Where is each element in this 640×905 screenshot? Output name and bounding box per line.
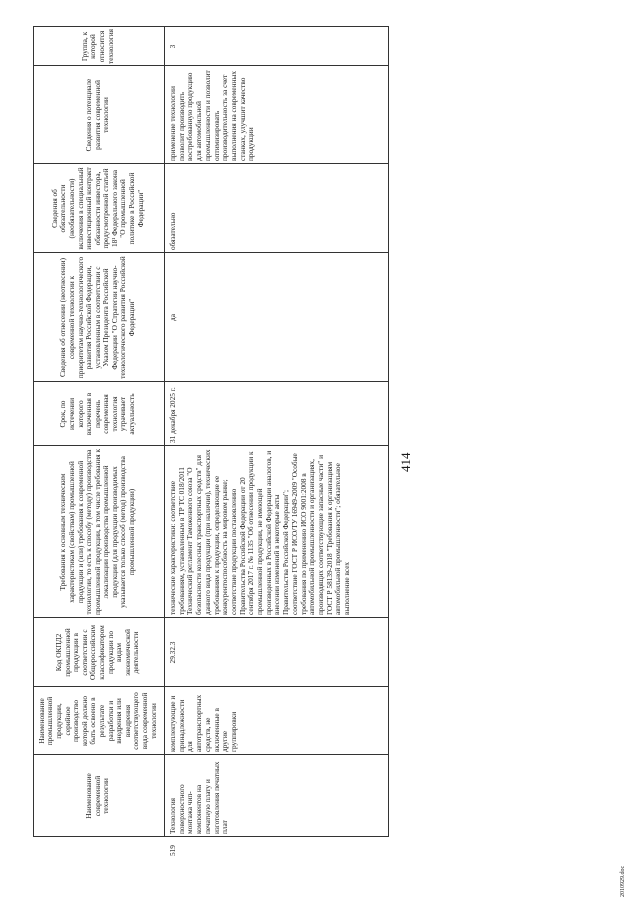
header-potential: Сведения о потенциале развития современной технологии <box>84 78 111 152</box>
header-product: Наименование промышленной продукции, серийное производство которой должно быть освоено в результате разработки и внедрения или внедрения соответствующего вида современной технологии <box>36 692 158 750</box>
cell-okpd2: 29.32.3 <box>168 641 177 664</box>
header-term: Срок, по истечении которого включенная в перечень современная технология утрачивает актуальность <box>58 392 137 436</box>
table-header-divider <box>164 27 165 837</box>
cell-technology: Технология поверхностного монтажа чип-компонентов на печатную плату и изготовления печатных плат <box>168 761 230 834</box>
technology-table <box>33 27 388 856</box>
cell-obligatory: обязательно <box>168 212 177 250</box>
header-priority: Сведения об отнесении (неотнесении) современной технологии к приоритетам научно-технологического развития Российской Федерации, установленным в соответствии с Указом Президента Российской Федерации "О Стратегии научно-технологического развития Российской Федерации" <box>58 256 137 379</box>
cell-term: 31 декабря 2025 г. <box>168 387 177 443</box>
cell-group: 3 <box>168 44 177 49</box>
page-number: 414 <box>398 452 413 472</box>
row-number: 519 <box>168 845 177 856</box>
header-requirements: Требования к основным техническим характеристикам (свойствам) промышленной продукции и (или) требования к современной технологии, то есть к способу (методу) производства промышленной продукции, в том числе требования к локализации производства промышленной продукции (для продукции производимых указывается только способ (метод) производства промышленной продукции) <box>58 448 137 615</box>
cell-requirements: технические характеристики: соответствие требованиям, установленным в ТР ТС 018/2011 Технический регламент Таможенного союза "О безопасности колесных транспортных средств" для данного вида продукции (при наличии), технических требованиям к продукции, определяющие ее конкурентоспособность на мировом рынке; соответствие продукции постановлению Правительства Российской Федерации от 20 сентября 2017 г. № 1135 "Об отнесении продукции к промышленной продукции, не имеющей произведенных в Российской Федерации аналогов, и внесении изменений в некоторые акты Правительства Российской Федерации"; соответствие ГОСТ Р ИСО/ТУ 16949-2009 "Особые требования по применению ИСО 9001:2008 в автомобильной промышленности и организациях, производящих соответствующие запасные части" и ГОСТ Р 58139-2018 "Требования к организациям автомобильной промышленности"; обязательное выполнение всех <box>168 449 352 615</box>
header-technology: Наименование современной технологии <box>84 773 111 819</box>
table-bottom-border <box>388 27 389 837</box>
header-obligatory: Сведения об обязательности (необязательности) включения в специальный инвестиционный контракт обязанности инвестора, предусмотренной статьей 18¹ Федерального закона "О промышленной политике в Российской Федерации" <box>49 167 145 250</box>
header-group: Группа, к которой относится технология <box>79 29 115 64</box>
file-name: 2010929.doc <box>620 865 626 897</box>
cell-priority: да <box>168 314 177 321</box>
header-okpd2: Код ОКПД2 промышленной продукции в соответствии с Общероссийским классификатором продукции по видам экономической деятельности <box>54 625 141 680</box>
cell-potential: применение технологии позволит производить востребованную продукцию для автомобильной промышленности и позволит оптимизировать производительность за счет выполнения на современных станках, улучшит качество продукции <box>168 70 256 161</box>
cell-product: комплектующие и принадлежности для автотранспортных средств, не включенные в другие группировки <box>168 694 238 752</box>
